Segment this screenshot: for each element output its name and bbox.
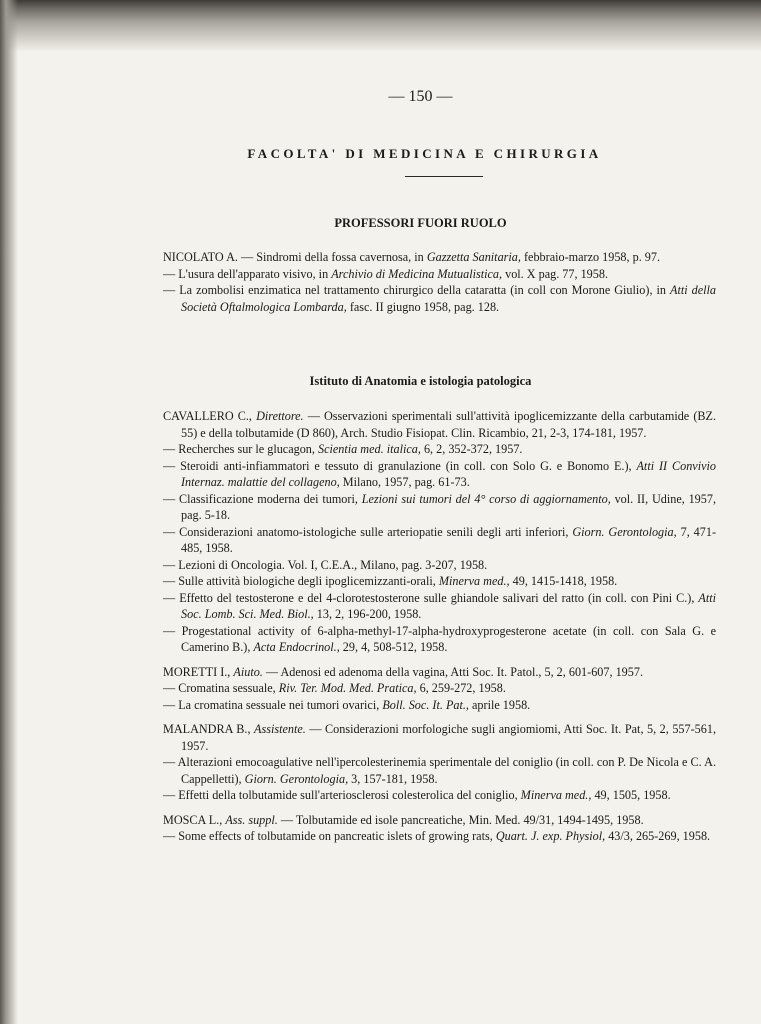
section-heading-institute: Istituto di Anatomia e istologia patologica (309, 374, 532, 388)
entry-citation: vol. X pag. 77, 1958. (502, 266, 609, 281)
bibliography-entry (163, 664, 716, 681)
entry-dash: — (163, 524, 180, 539)
faculty-title: FACOLTA' DI MEDICINA E CHIRURGIA (247, 146, 602, 161)
entry-dash: — (163, 442, 179, 456)
bibliography-entry (163, 441, 716, 458)
entry-dash: — (163, 283, 180, 297)
bibliography-entry (163, 787, 716, 804)
entry-journal: Giorn. Gerontologia, (572, 524, 677, 539)
entry-title: Cromatina sessuale, (178, 681, 279, 695)
section-entries-institute (163, 408, 716, 853)
entry-title: La zombolisi enzimatica nel trattamento chirurgico della cataratta (in coll con Morone Giulio), in (179, 283, 670, 297)
bibliography-entry (163, 557, 716, 574)
entry-journal: Riv. Ter. Mod. Med. Pratica, (278, 681, 417, 695)
entry-citation: 7, 471-485, 1958. (181, 524, 717, 555)
entry-citation: aprile 1958. (468, 697, 531, 712)
entry-citation: 6, 259-272, 1958. (416, 681, 506, 695)
entry-title: Some effects of tolbutamide on pancreatic islets of growing rats, (178, 829, 496, 843)
entry-journal: Minerva med., (520, 788, 592, 802)
scan-shadow-left (0, 0, 18, 1024)
entry-dash: — (163, 590, 180, 605)
entry-citation: 13, 2, 196-200, 1958. (313, 607, 422, 621)
entry-title: Lezioni di Oncologia. Vol. I, C.E.A., Milano, pag. 3-207, 1958. (178, 557, 488, 572)
entry-dash: — (163, 491, 179, 506)
entry-title: Effetto del testosterone e del 4-clorotestosterone sulle ghiandole salivari del ratto (in coll. con Pini C.), (179, 590, 699, 605)
author-name: MORETTI I., (163, 664, 234, 679)
entry-citation: — Tolbutamide ed isole pancreatiche, Min. Med. 49/31, 1494-1495, 1958. (277, 812, 644, 827)
entry-title: Sindromi della fossa cavernosa, in (256, 250, 427, 264)
entry-dash: — (163, 574, 179, 588)
entry-citation: 3, 157-181, 1958. (348, 771, 438, 786)
bibliography-entry (163, 573, 716, 590)
bibliography-entry (163, 590, 716, 623)
entry-journal: Direttore. (256, 409, 304, 423)
bibliography-entry (163, 249, 716, 266)
author-name: MOSCA L., (163, 812, 226, 827)
title-divider (405, 176, 483, 177)
author-block (163, 408, 716, 656)
entry-title: Alterazioni emocoagulative nell'ipercolesterinemia sperimentale del coniglio (in coll. con P. De Nicola e C. A. Cappelletti), (177, 755, 717, 786)
entry-journal: Atti della Società Oftalmologica Lombarda, (181, 283, 716, 314)
entry-journal: Scientia med. italica, (318, 442, 421, 456)
author-block (163, 664, 716, 714)
entry-title: L'usura dell'apparato visivo, in (178, 266, 332, 281)
bibliography-entry (163, 697, 716, 714)
bibliography-entry (163, 266, 716, 283)
scan-shadow-top (0, 0, 761, 52)
author-block (163, 721, 716, 804)
bibliography-entry (163, 408, 716, 441)
entry-title: Progestational activity of 6-alpha-methyl-17-alpha-hydroxyprogesterone acetate (in coll. con Sala G. e Camerino B.), (181, 623, 717, 654)
entry-journal: Ass. suppl. (225, 812, 278, 827)
bibliography-entry (163, 680, 716, 697)
entry-title: Classificazione moderna dei tumori, (178, 491, 362, 506)
entry-dash: — (163, 266, 179, 281)
entry-citation: — Considerazioni morfologiche sugli angiomiomi, Atti Soc. It. Pat, 5, 2, 557-561, 1957. (181, 722, 716, 753)
bibliography-entry (163, 812, 716, 829)
bibliography-entry (163, 754, 716, 787)
entry-journal: Acta Endocrinol., (253, 640, 340, 654)
bibliography-entry (163, 721, 716, 754)
entry-title: Considerazioni anatomo-istologiche sulle arteriopatie senili degli arti inferiori, (179, 524, 573, 539)
bibliography-entry (163, 458, 716, 491)
entry-journal: Gazzetta Sanitaria, (426, 250, 521, 264)
author-name: MALANDRA B., (163, 722, 255, 736)
entry-citation: febbraio-marzo 1958, p. 97. (520, 250, 661, 264)
section-entries-professors (163, 249, 716, 323)
entry-title: La cromatina sessuale nei tumori ovarici, (178, 697, 383, 712)
entry-citation: — Osservazioni sperimentali sull'attività ipoglicemizzante della carbutamide (BZ. 55) e della tolbutamide (D 860), Arch. Studio Fisiopat. Clin. Ricambio, 21, 2-3, 174-181, 1957. (181, 409, 716, 440)
entry-journal: Lezioni sui tumori del 4° corso di aggiornamento, (361, 491, 611, 506)
entry-dash: — (163, 557, 179, 572)
entry-journal: Quart. J. exp. Physiol, (495, 829, 606, 843)
entry-citation: 49, 1505, 1958. (591, 788, 671, 802)
entry-citation: fasc. II giugno 1958, pag. 128. (346, 299, 500, 314)
entry-citation: 43/3, 265-269, 1958. (605, 829, 711, 843)
entry-citation: vol. II, Udine, 1957, pag. 5-18. (181, 491, 717, 522)
entry-dash: — (163, 697, 179, 712)
entry-journal: Aiuto. (233, 664, 263, 679)
entry-citation: 6, 2, 352-372, 1957. (420, 442, 523, 456)
author-name: CAVALLERO C., (163, 409, 257, 423)
entry-dash: — (163, 623, 182, 638)
entry-title: Sulle attività biologiche degli ipoglicemizzanti-orali, (178, 574, 439, 588)
entry-citation: — Adenosi ed adenoma della vagina, Atti Soc. It. Patol., 5, 2, 601-607, 1957. (262, 664, 643, 679)
entry-journal: Atti Soc. Lomb. Sci. Med. Biol., (181, 590, 716, 621)
bibliography-entry (163, 623, 716, 656)
section-heading-professors: PROFESSORI FUORI RUOLO (334, 216, 507, 230)
entry-journal: Atti II Convivio Internaz. malattie del collageno, (181, 458, 716, 489)
bibliography-entry (163, 524, 716, 557)
bibliography-entry (163, 491, 716, 524)
entry-citation: 49, 1415-1418, 1958. (509, 574, 618, 588)
entry-dash: — (163, 681, 179, 695)
entry-title: Effetti della tolbutamide sull'arteriosclerosi colesterolica del coniglio, (178, 788, 521, 802)
page-number: — 150 — (388, 88, 453, 105)
author-block (163, 249, 716, 315)
author-name: NICOLATO A. — (163, 250, 257, 264)
entry-title: Steroidi anti-infiammatori e tessuto di granulazione (in coll. con Solo G. e Bonomo E.), (180, 458, 637, 473)
entry-dash: — (163, 829, 179, 843)
entry-journal: Archivio di Medicina Mutualistica, (331, 266, 503, 281)
entry-citation: 29, 4, 508-512, 1958. (339, 640, 448, 654)
bibliography-entry (163, 828, 716, 845)
author-block (163, 812, 716, 845)
entry-journal: Minerva med., (438, 574, 510, 588)
entry-journal: Assistente. (254, 722, 306, 736)
bibliography-entry (163, 282, 716, 315)
entry-dash: — (163, 458, 181, 473)
entry-journal: Giorn. Gerontologia, (244, 771, 349, 786)
entry-journal: Boll. Soc. It. Pat., (382, 697, 469, 712)
entry-dash: — (163, 788, 179, 802)
entry-citation: Milano, 1957, pag. 61-73. (339, 475, 470, 489)
entry-title: Recherches sur le glucagon, (178, 442, 318, 456)
entry-dash: — (163, 755, 178, 769)
